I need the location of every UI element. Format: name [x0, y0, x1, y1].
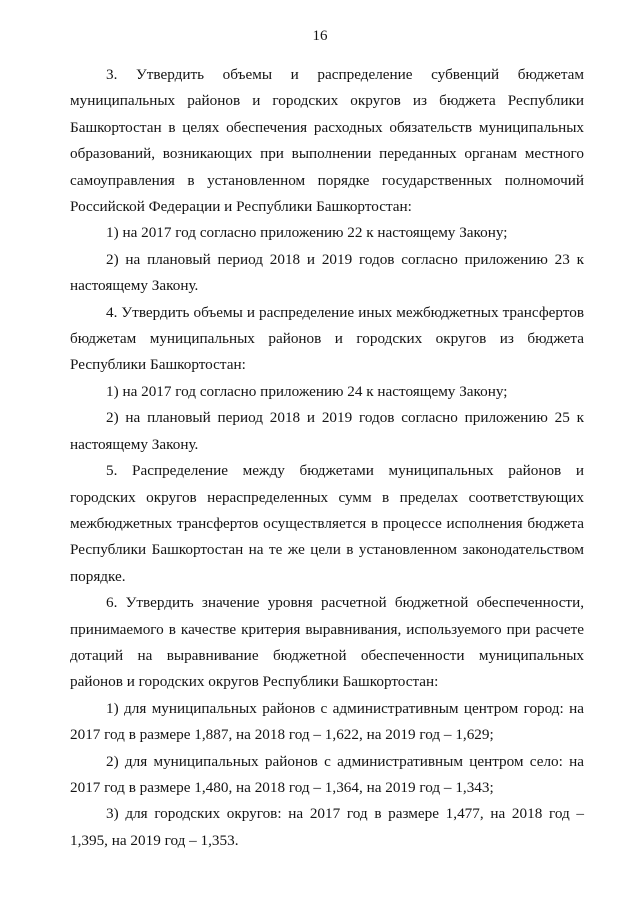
- paragraph-6-item-3: 3) для городских округов: на 2017 год в размере 1,477, на 2018 год – 1,395, на 2019 год – 1,353.: [70, 805, 584, 849]
- paragraph-6-item-1: 1) для муниципальных районов с административным центром город: на 2017 год в размере 1,887, на 2018 год – 1,622, на 2019 год – 1,629;: [70, 699, 584, 744]
- paragraph-4-transfers: 4. Утвердить объемы и распределение иных межбюджетных трансфертов бюджетам муниципальных районов и городских округов из бюджета Республики Башкортостан:: [70, 303, 584, 374]
- page-number: 16: [312, 28, 328, 44]
- paragraph-5-distribution: 5. Распределение между бюджетами муниципальных районов и городских округов нераспределенных сумм в пределах соответствующих межбюджетных трансфертов осуществляется в процессе исполнения бюджета Республики Башкортостан на те же цели в установленном законодательством порядке.: [70, 462, 584, 585]
- paragraph-6-equalization: 6. Утвердить значение уровня расчетной бюджетной обеспеченности, принимаемого в качестве критерия выравнивания, используемого при расчете дотаций на выравнивание бюджетной обеспеченности муниципальных районов и городских округов Республики Башкортостан:: [70, 594, 584, 691]
- paragraph-3-subventions: 3. Утвердить объемы и распределение субвенций бюджетам муниципальных районов и городских округов из бюджета Республики Башкортостан в целях обеспечения расходных обязательств муниципальных образований, возникающих при выполнении переданных органам местного самоуправления в установленном порядке государственных полномочий Российской Федерации и Республики Башкортостан:: [70, 66, 584, 216]
- paragraph-3-item-2: 2) на плановый период 2018 и 2019 годов согласно приложению 23 к настоящему Закону.: [70, 250, 584, 295]
- paragraph-4-item-1: 1) на 2017 год согласно приложению 24 к настоящему Закону;: [106, 382, 508, 400]
- paragraph-6-item-2: 2) для муниципальных районов с административным центром село: на 2017 год в размере 1,480, на 2018 год – 1,364, на 2019 год – 1,343;: [70, 752, 584, 796]
- paragraph-4-item-2: 2) на плановый период 2018 и 2019 годов согласно приложению 25 к настоящему Закону.: [70, 409, 584, 453]
- document-body: [70, 62, 584, 854]
- paragraph-3-item-1: 1) на 2017 год согласно приложению 22 к настоящему Закону;: [106, 224, 508, 242]
